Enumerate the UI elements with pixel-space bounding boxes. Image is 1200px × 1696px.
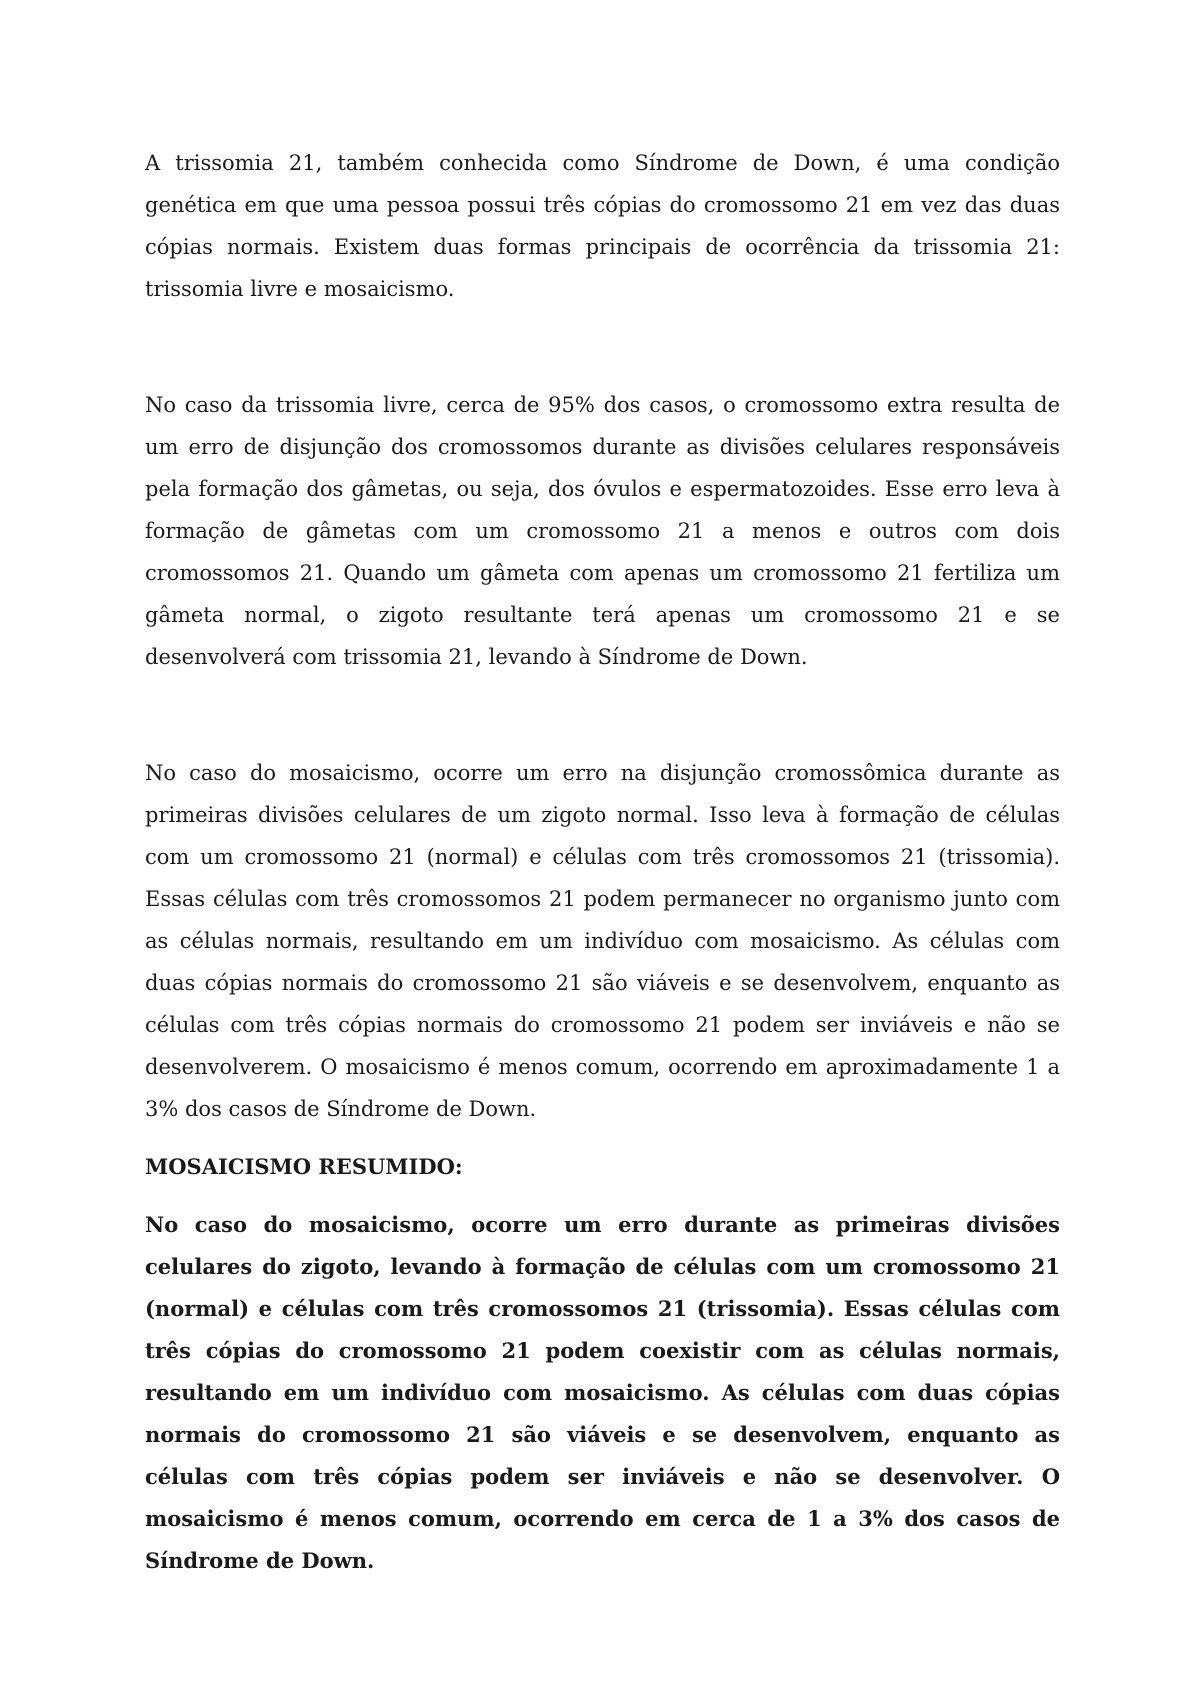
paragraph-trissomia-livre: No caso da trissomia livre, cerca de 95% dos casos, o cromossomo extra resulta de um erro de disjunção dos cromossomos durante as divisões celulares responsáveis pela formação dos gâmetas, ou seja, dos óvulos e espermatozoides. Esse erro leva à formação de gâmetas com um cromossomo 21 a menos e outros com dois cromossomos 21. Quando um gâmeta com apenas um cromossomo 21 fertiliza um gâmeta normal, o zigoto resultante terá apenas um cromossomo 21 e se desenvolverá com trissomia 21, levando à Síndrome de Down. (145, 393, 1060, 669)
paragraph-intro: A trissomia 21, também conhecida como Síndrome de Down, é uma condição genética em que uma pessoa possui três cópias do cromossomo 21 em vez das duas cópias normais. Existem duas formas principais de ocorrência da trissomia 21: trissomia livre e mosaicismo. (145, 151, 1060, 301)
summary-paragraph: No caso do mosaicismo, ocorre um erro durante as primeiras divisões celulares do zigoto, levando à formação de células com um cromossomo 21 (normal) e células com três cromossomos 21 (trissomia). Essas células com três cópias do cromossomo 21 podem coexistir com as células normais, resultando em um indivíduo com mosaicismo. As células com duas cópias normais do cromossomo 21 são viáveis e se desenvolvem, enquanto as células com três cópias podem ser inviáveis e não se desenvolver. O mosaicismo é menos comum, ocorrendo em cerca de 1 a 3% dos casos de Síndrome de Down. (145, 1212, 1060, 1573)
summary-heading: MOSAICISMO RESUMIDO: (145, 1154, 463, 1179)
paragraph-mosaicismo: No caso do mosaicismo, ocorre um erro na disjunção cromossômica durante as primeiras divisões celulares de um zigoto normal. Isso leva à formação de células com um cromossomo 21 (normal) e células com três cromossomos 21 (trissomia). Essas células com três cromossomos 21 podem permanecer no organismo junto com as células normais, resultando em um indivíduo com mosaicismo. As células com duas cópias normais do cromossomo 21 são viáveis e se desenvolvem, enquanto as células com três cópias normais do cromossomo 21 podem ser inviáveis e não se desenvolverem. O mosaicismo é menos comum, ocorrendo em aproximadamente 1 a 3% dos casos de Síndrome de Down. (145, 761, 1060, 1121)
document-body (145, 142, 1060, 1582)
